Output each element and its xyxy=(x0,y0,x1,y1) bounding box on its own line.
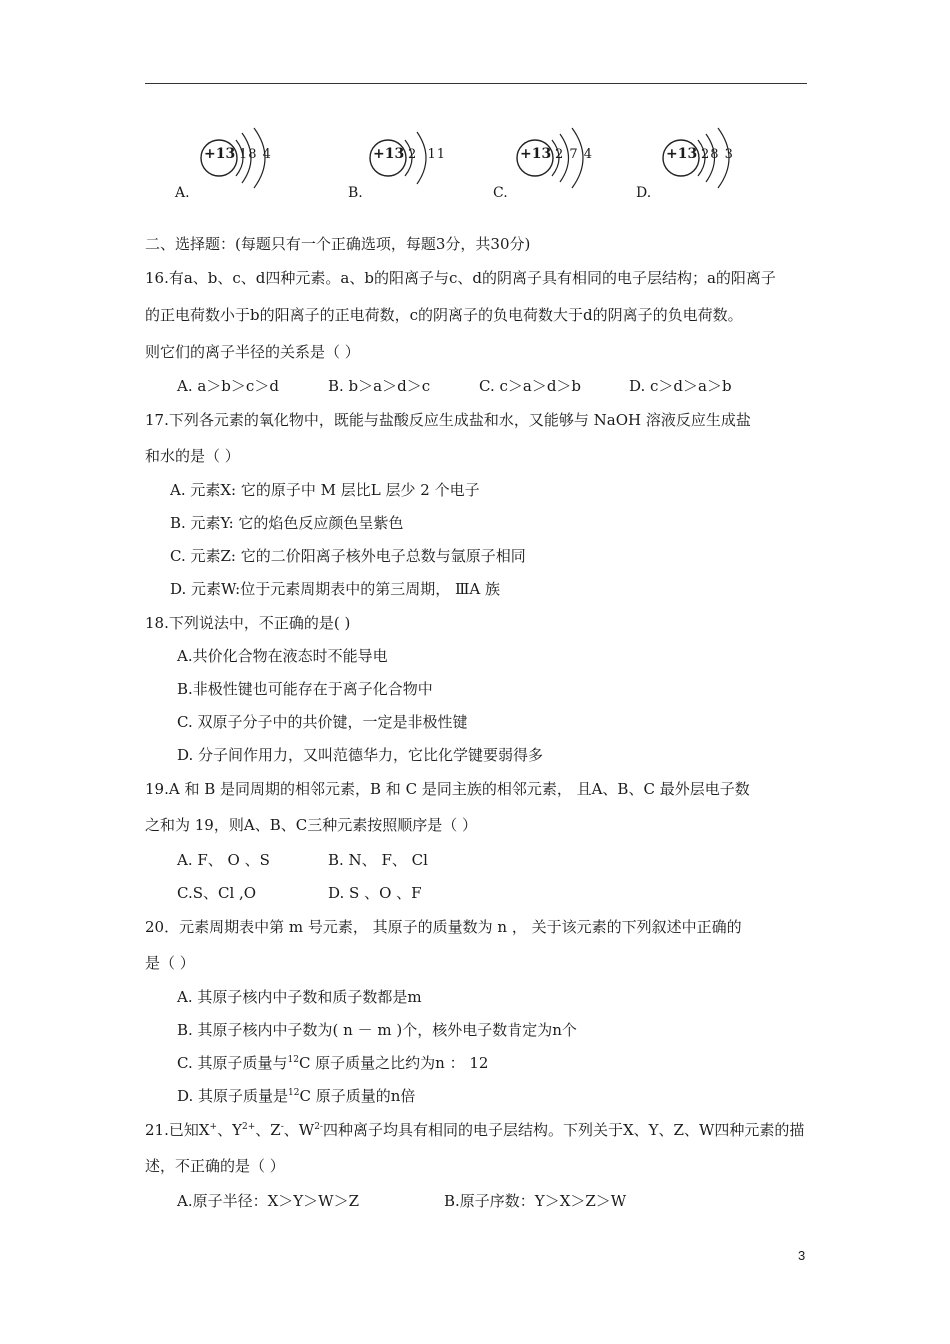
q19-line2: 之和为 19，则A、B、C三种元素按照顺序是（ ） xyxy=(145,816,477,834)
q16-option-d: D. c＞d＞a＞b xyxy=(629,377,732,395)
atom-diagram-c xyxy=(514,122,604,192)
page-number: 3 xyxy=(798,1248,806,1263)
shell-electrons: 2 11 xyxy=(408,147,447,162)
q20-option-c-sup: 12 xyxy=(287,1055,299,1065)
atom-option-label-a: A. xyxy=(175,185,190,201)
q17-line2: 和水的是（ ） xyxy=(145,447,240,465)
q21-sup: + xyxy=(209,1122,218,1132)
q21-text: 四种离子均具有相同的电子层结构。下列关于X、Y、Z、W四种元素的描 xyxy=(322,1121,805,1139)
q20-option-d-pre: D. 其原子质量是 xyxy=(177,1087,289,1105)
q21-text: 、Y xyxy=(217,1121,242,1139)
q20-option-c-pre: C. 其原子质量与 xyxy=(177,1054,288,1072)
nucleus-charge: +13 xyxy=(520,146,552,162)
q21-text: 、Z xyxy=(255,1121,281,1139)
q20-option-c xyxy=(177,1053,488,1073)
q20-option-d-post: C 原子质量的n倍 xyxy=(299,1087,416,1105)
q19-option-a: A. F、 O 、S xyxy=(177,851,270,869)
atom-diagram-b xyxy=(367,122,457,192)
nucleus-charge: +13 xyxy=(373,146,405,162)
q16-option-c: C. c＞a＞d＞b xyxy=(479,377,582,395)
q20-option-c-post: C 原子质量之比约为n ： 12 xyxy=(298,1054,489,1072)
atom-option-label-d: D. xyxy=(636,185,652,201)
q18-option-d: D. 分子间作用力，又叫范德华力，它比化学键要弱得多 xyxy=(177,746,544,764)
q19-option-b: B. N、 F、 Cl xyxy=(328,851,428,869)
q20-option-d xyxy=(177,1086,415,1106)
q21-text: 、W xyxy=(283,1121,315,1139)
q20-option-d-sup: 12 xyxy=(288,1088,300,1098)
nucleus-charge: +13 xyxy=(666,146,698,162)
q21-sup: 2- xyxy=(314,1122,323,1132)
header-rule xyxy=(145,83,807,84)
q21-line2: 述，不正确的是（ ） xyxy=(145,1157,285,1175)
atom-diagram-d xyxy=(660,122,750,192)
q19-option-d: D. S 、O 、F xyxy=(328,884,422,902)
q16-line3: 则它们的离子半径的关系是（ ） xyxy=(145,343,360,361)
q16-line2: 的正电荷数小于b的阳离子的正电荷数，c的阴离子的负电荷数大于d的阴离子的负电荷数。 xyxy=(145,306,743,324)
q21-option-b: B.原子序数：Y＞X＞Z＞W xyxy=(444,1192,627,1210)
q17-option-b: B. 元素Y: 它的焰色反应颜色呈紫色 xyxy=(170,514,404,532)
q16-line1: 16.有a、b、c、d四种元素。a、b的阳离子与c、d的阴离子具有相同的电子层结构；a的阳离子 xyxy=(145,269,776,287)
q18-line1: 18.下列说法中，不正确的是( ) xyxy=(145,614,351,632)
q18-option-c: C. 双原子分子中的共价键，一定是非极性键 xyxy=(177,713,468,731)
q21-line1 xyxy=(145,1120,804,1140)
shell-electrons: 2 7 4 xyxy=(555,147,594,162)
q16-option-a: A. a＞b＞c＞d xyxy=(177,377,279,395)
shell-electrons: 28 3 xyxy=(701,147,734,162)
q16-option-b: B. b＞a＞d＞c xyxy=(328,377,431,395)
q19-option-c: C.S、Cl ,O xyxy=(177,884,257,902)
q21-sup: 2+ xyxy=(242,1122,256,1132)
q17-option-a: A. 元素X: 它的原子中 M 层比L 层少 2 个电子 xyxy=(170,481,480,499)
q18-option-b: B.非极性键也可能存在于离子化合物中 xyxy=(177,680,433,698)
q20-line1: 20．元素周期表中第 m 号元素， 其原子的质量数为 n ， 关于该元素的下列叙述中正确的 xyxy=(145,918,742,936)
atom-option-label-c: C. xyxy=(493,185,508,201)
q19-line1: 19.A 和 B 是同周期的相邻元素，B 和 C 是同主族的相邻元素， 且A、B、C 最外层电子数 xyxy=(145,780,750,798)
q17-option-d: D. 元素W:位于元素周期表中的第三周期， ⅢA 族 xyxy=(170,580,501,598)
q20-line2: 是（ ） xyxy=(145,954,195,972)
q20-option-a: A. 其原子核内中子数和质子数都是m xyxy=(177,988,422,1006)
atom-diagram-a xyxy=(198,122,288,192)
section-heading: 二、选择题：(每题只有一个正确选项，每题3分，共30分) xyxy=(145,235,531,253)
nucleus-charge: +13 xyxy=(204,146,236,162)
q21-option-a: A.原子半径：X＞Y＞W＞Z xyxy=(177,1192,360,1210)
q17-option-c: C. 元素Z: 它的二价阳离子核外电子总数与氩原子相同 xyxy=(170,547,526,565)
q21-text: 21.已知X xyxy=(145,1121,210,1139)
atom-option-label-b: B. xyxy=(348,185,363,201)
q21-sup: - xyxy=(280,1122,284,1132)
q18-option-a: A.共价化合物在液态时不能导电 xyxy=(177,647,388,665)
q20-option-b: B. 其原子核内中子数为( n － m )个，核外电子数肯定为n个 xyxy=(177,1021,577,1039)
q17-line1: 17.下列各元素的氧化物中，既能与盐酸反应生成盐和水，又能够与 NaOH 溶液反应生成盐 xyxy=(145,411,751,429)
shell-electrons: 18 4 xyxy=(239,147,272,162)
